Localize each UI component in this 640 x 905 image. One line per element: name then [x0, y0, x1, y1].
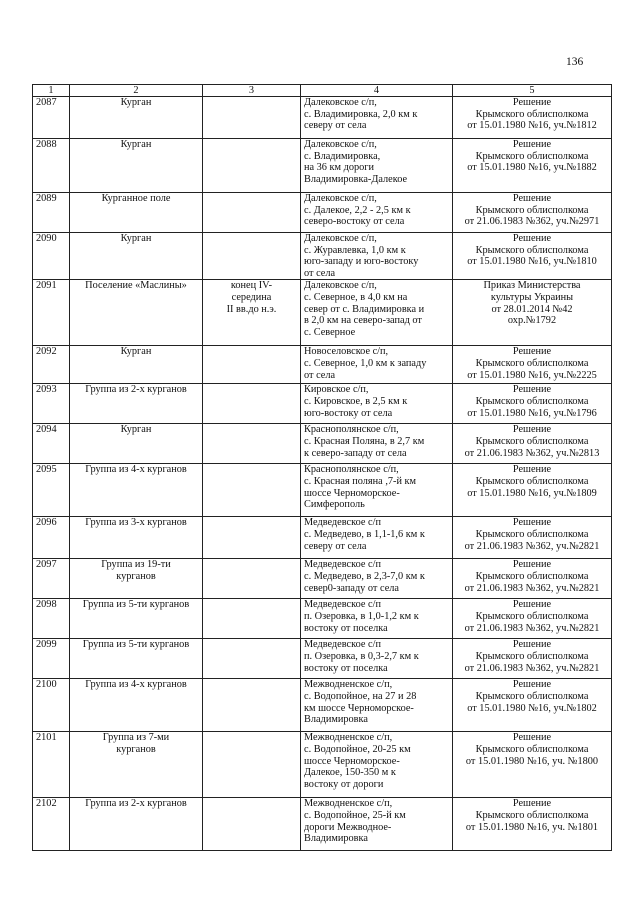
site-location-line: с. Кировское, в 2,5 км к	[304, 395, 408, 407]
site-location-line: с. Красная поляна ,7-й км	[304, 475, 417, 487]
site-name-cell	[70, 464, 203, 517]
table-row	[33, 424, 612, 464]
protection-document-cell	[453, 424, 612, 464]
dating-cell	[203, 233, 301, 280]
protection-document-line: Крымского облисполкома	[475, 743, 589, 755]
site-location-line: Медведевское с/п	[304, 639, 381, 651]
site-name-line: курганов	[116, 743, 156, 755]
site-location-line: востоку от поселка	[304, 622, 388, 634]
record-number: 2093	[33, 384, 70, 424]
protection-document-line: от 21.06.1983 №362, уч.№2821	[464, 540, 600, 552]
table-row	[33, 559, 612, 599]
protection-document-cell	[453, 97, 612, 139]
protection-document-line: от 21.06.1983 №362, уч.№2821	[464, 662, 600, 674]
site-location-cell	[301, 639, 453, 679]
dating-cell	[203, 424, 301, 464]
table-row	[33, 732, 612, 798]
dating-cell	[203, 97, 301, 139]
record-number: 2101	[33, 732, 70, 798]
protection-document-cell	[453, 517, 612, 559]
site-name-line: Группа из 4-х курганов	[85, 679, 187, 691]
site-location-cell	[301, 280, 453, 346]
site-location-line: север от с. Владимировка и	[304, 303, 425, 315]
protection-document-line: Крымского облисполкома	[475, 570, 589, 582]
site-location-cell	[301, 424, 453, 464]
record-number: 2091	[33, 280, 70, 346]
site-location-line: Далековское с/п,	[304, 139, 377, 150]
site-location-cell	[301, 384, 453, 424]
site-location-line: север0-западу от села	[304, 582, 399, 594]
protection-document-cell	[453, 193, 612, 233]
record-number: 2094	[33, 424, 70, 464]
site-location-line: с. Северное	[304, 326, 356, 338]
site-location-line: на 36 км дороги	[304, 162, 375, 174]
site-name-line: Поселение «Маслины»	[85, 280, 187, 292]
protection-document-line: Крымского облисполкома	[475, 204, 589, 216]
site-name-line: Группа из 2-х курганов	[85, 798, 187, 810]
record-number: 2098	[33, 599, 70, 639]
site-name-line: курганов	[116, 570, 156, 582]
site-location-line: от села	[304, 267, 336, 279]
table-row	[33, 384, 612, 424]
site-name-line: Курган	[120, 346, 152, 358]
site-name-cell	[70, 97, 203, 139]
protection-document-line: от 15.01.1980 №16, уч.№1809	[467, 487, 597, 499]
protection-document-line: Решение	[512, 384, 552, 396]
site-location-cell	[301, 233, 453, 280]
site-location-line: с. Северное, в 4,0 км на	[304, 291, 408, 303]
site-name-cell	[70, 346, 203, 384]
protection-document-line: Крымского облисполкома	[475, 475, 589, 487]
site-location-line: с. Водопойное, 20-25 км	[304, 743, 411, 755]
record-number: 2088	[33, 139, 70, 193]
protection-document-line: от 21.06.1983 №362, уч.№2821	[464, 582, 600, 594]
table-row	[33, 679, 612, 732]
site-location-line: в 2,0 км на северо-запад от	[304, 315, 422, 327]
protection-document-line: культуры Украины	[490, 291, 574, 303]
site-name-cell	[70, 732, 203, 798]
dating-cell	[203, 517, 301, 559]
site-location-cell	[301, 798, 453, 851]
dating-line: середина	[231, 291, 272, 303]
site-name-line: Группа из 2-х курганов	[85, 384, 187, 396]
site-location-line: с. Владимировка, 2,0 км к	[304, 108, 418, 120]
site-name-cell	[70, 559, 203, 599]
site-name-cell	[70, 193, 203, 233]
protection-document-line: Решение	[512, 559, 552, 571]
record-number: 2102	[33, 798, 70, 851]
protection-document-line: от 15.01.1980 №16, уч.№1796	[467, 407, 597, 419]
site-location-line: Далековское с/п,	[304, 233, 377, 244]
site-name-line: Группа из 3-х курганов	[85, 517, 187, 529]
site-location-line: Межводненское с/п,	[304, 732, 393, 744]
site-location-line: к северо-западу от села	[304, 447, 407, 459]
table-row	[33, 280, 612, 346]
site-name-line: Группа из 19-ти	[101, 559, 171, 571]
site-location-line: с. Медведево, в 1,1-1,6 км к	[304, 528, 425, 540]
site-location-line: Новоселовское с/п,	[304, 346, 389, 358]
protection-document-line: от 15.01.1980 №16, уч.№1802	[467, 702, 597, 714]
dating-cell	[203, 798, 301, 851]
dating-cell	[203, 599, 301, 639]
dating-cell	[203, 732, 301, 798]
table-row	[33, 346, 612, 384]
site-location-line: Далековское с/п,	[304, 280, 377, 292]
site-name-cell	[70, 798, 203, 851]
site-location-line: с. Северное, 1,0 км к западу	[304, 357, 427, 369]
protection-document-line: от 15.01.1980 №16, уч. №1800	[465, 755, 599, 767]
site-location-line: северо-востоку от села	[304, 216, 405, 228]
site-location-cell	[301, 732, 453, 798]
protection-document-line: Крымского облисполкома	[475, 610, 589, 622]
dating-cell	[203, 559, 301, 599]
protection-document-line: Крымского облисполкома	[475, 108, 589, 120]
site-name-cell	[70, 517, 203, 559]
site-name-line: Группа из 5-ти курганов	[82, 639, 190, 651]
protection-document-line: Крымского облисполкома	[475, 150, 589, 162]
protection-document-line: охр.№1792	[507, 315, 557, 327]
site-location-line: востоку от дороги	[304, 778, 384, 790]
site-name-line: Курган	[120, 424, 152, 436]
site-name-cell	[70, 280, 203, 346]
protection-document-line: Крымского облисполкома	[475, 435, 589, 447]
site-location-line: северу от села	[304, 120, 367, 132]
site-location-line: Кировское с/п,	[304, 384, 369, 396]
table-row	[33, 798, 612, 851]
site-location-cell	[301, 599, 453, 639]
site-name-line: Курган	[120, 97, 152, 108]
protection-document-line: от 21.06.1983 №362, уч.№2813	[464, 447, 600, 459]
protection-document-line: Крымского облисполкома	[475, 357, 589, 369]
site-location-line: Владимировка	[304, 833, 368, 845]
record-number: 2100	[33, 679, 70, 732]
protection-document-line: Приказ Министерства	[483, 280, 581, 292]
site-location-line: п. Озеровка, в 1,0-1,2 км к	[304, 610, 419, 622]
site-location-cell	[301, 559, 453, 599]
protection-document-cell	[453, 679, 612, 732]
site-location-line: Краснополянское с/п,	[304, 464, 399, 476]
site-location-line: Далекое, 150-350 м к	[304, 767, 396, 779]
column-header-1: 1	[33, 85, 70, 97]
protection-document-line: Крымского облисполкома	[475, 528, 589, 540]
record-number: 2089	[33, 193, 70, 233]
site-location-line: Симферополь	[304, 499, 365, 511]
site-location-line: Медведевское с/п	[304, 517, 381, 529]
protection-document-line: Крымского облисполкома	[475, 690, 589, 702]
protection-document-line: Решение	[512, 346, 552, 358]
protection-document-line: Решение	[512, 464, 552, 476]
site-location-line: Межводненское с/п,	[304, 679, 393, 691]
protection-document-cell	[453, 639, 612, 679]
site-location-line: Медведевское с/п	[304, 559, 381, 571]
site-location-line: с. Красная Поляна, в 2,7 км	[304, 435, 425, 447]
protection-document-cell	[453, 464, 612, 517]
column-header-4: 4	[301, 85, 453, 97]
site-location-line: Далековское с/п,	[304, 97, 377, 108]
site-location-cell	[301, 97, 453, 139]
protection-document-cell	[453, 139, 612, 193]
site-location-line: востоку от поселка	[304, 662, 388, 674]
protection-document-line: Решение	[512, 233, 552, 244]
site-location-line: северу от села	[304, 540, 367, 552]
protection-document-line: от 15.01.1980 №16, уч.№1810	[467, 256, 597, 268]
site-name-cell	[70, 233, 203, 280]
site-location-line: с. Журавлевка, 1,0 км к	[304, 244, 406, 256]
record-number: 2095	[33, 464, 70, 517]
protection-document-line: Решение	[512, 424, 552, 436]
dating-cell	[203, 679, 301, 732]
site-location-line: с. Водопойное, на 27 и 28	[304, 690, 417, 702]
dating-line: конец IV-	[230, 280, 273, 292]
protection-document-line: Крымского облисполкома	[475, 395, 589, 407]
site-location-line: от села	[304, 369, 336, 381]
site-location-cell	[301, 464, 453, 517]
site-location-cell	[301, 679, 453, 732]
site-location-line: п. Озеровка, в 0,3-2,7 км к	[304, 650, 419, 662]
protection-document-line: Решение	[512, 599, 552, 611]
record-number: 2092	[33, 346, 70, 384]
dating-cell	[203, 639, 301, 679]
protection-document-line: Решение	[512, 732, 552, 744]
dating-line: II вв.до н.э.	[226, 303, 277, 315]
site-location-line: км шоссе Черноморское-	[304, 702, 414, 714]
protection-document-cell	[453, 280, 612, 346]
site-location-line: Межводненское с/п,	[304, 798, 393, 810]
record-number: 2087	[33, 97, 70, 139]
site-location-line: Медведевское с/п	[304, 599, 381, 611]
site-location-line: Краснополянское с/п,	[304, 424, 399, 436]
protection-document-line: от 21.06.1983 №362, уч.№2821	[464, 622, 600, 634]
protection-document-cell	[453, 233, 612, 280]
protection-document-line: Решение	[512, 517, 552, 529]
dating-cell	[203, 384, 301, 424]
table-row	[33, 464, 612, 517]
table-row	[33, 97, 612, 139]
site-name-line: Курганное поле	[101, 193, 171, 204]
protection-document-cell	[453, 732, 612, 798]
site-location-line: юго-востоку от села	[304, 407, 393, 419]
table-row	[33, 517, 612, 559]
protection-document-line: Решение	[512, 798, 552, 810]
protection-document-line: от 15.01.1980 №16, уч.№1882	[467, 162, 597, 174]
site-name-line: Курган	[120, 139, 152, 150]
site-location-line: с. Медведево, в 2,3-7,0 км к	[304, 570, 425, 582]
column-header-5: 5	[453, 85, 612, 97]
column-number-row	[33, 85, 612, 97]
record-number: 2097	[33, 559, 70, 599]
protection-document-line: Решение	[512, 639, 552, 651]
protection-document-cell	[453, 384, 612, 424]
site-location-line: Далековское с/п,	[304, 193, 377, 204]
table-row	[33, 639, 612, 679]
site-name-line: Группа из 7-ми	[102, 732, 170, 744]
heritage-registry-table	[32, 84, 612, 851]
table-row	[33, 139, 612, 193]
record-number: 2099	[33, 639, 70, 679]
protection-document-line: Крымского облисполкома	[475, 650, 589, 662]
site-location-line: шоссе Черноморское-	[304, 755, 400, 767]
site-location-line: Владимировка-Далекое	[304, 173, 408, 185]
table-row	[33, 233, 612, 280]
protection-document-line: от 15.01.1980 №16, уч.№2225	[467, 369, 597, 381]
site-location-line: юго-западу и юго-востоку	[304, 256, 419, 268]
site-location-line: с. Владимировка,	[304, 150, 381, 162]
table-row	[33, 193, 612, 233]
column-header-3: 3	[203, 85, 301, 97]
site-location-line: Владимировка	[304, 714, 368, 726]
dating-cell	[203, 193, 301, 233]
site-location-line: с. Далекое, 2,2 - 2,5 км к	[304, 204, 411, 216]
site-location-cell	[301, 139, 453, 193]
dating-cell	[203, 464, 301, 517]
site-location-cell	[301, 346, 453, 384]
dating-cell	[203, 139, 301, 193]
protection-document-line: Решение	[512, 139, 552, 150]
protection-document-cell	[453, 559, 612, 599]
protection-document-cell	[453, 599, 612, 639]
protection-document-line: от 28.01.2014 №42	[491, 303, 573, 315]
site-name-line: Группа из 4-х курганов	[85, 464, 187, 476]
site-name-cell	[70, 679, 203, 732]
column-header-2: 2	[70, 85, 203, 97]
page-number: 136	[566, 56, 584, 68]
site-location-line: дороги Межводное-	[304, 821, 392, 833]
site-location-line: шоссе Черноморское-	[304, 487, 400, 499]
record-number: 2096	[33, 517, 70, 559]
dating-cell	[203, 280, 301, 346]
site-location-line: с. Водопойное, 25-й км	[304, 809, 406, 821]
site-name-line: Курган	[120, 233, 152, 244]
dating-cell	[203, 346, 301, 384]
site-location-cell	[301, 517, 453, 559]
protection-document-line: Решение	[512, 193, 552, 204]
site-name-cell	[70, 384, 203, 424]
site-name-line: Группа из 5-ти курганов	[82, 599, 190, 611]
site-name-cell	[70, 599, 203, 639]
protection-document-cell	[453, 346, 612, 384]
site-name-cell	[70, 139, 203, 193]
site-name-cell	[70, 639, 203, 679]
protection-document-cell	[453, 798, 612, 851]
protection-document-line: Решение	[512, 679, 552, 691]
site-name-cell	[70, 424, 203, 464]
protection-document-line: Крымского облисполкома	[475, 244, 589, 256]
protection-document-line: от 15.01.1980 №16, уч. №1801	[465, 821, 599, 833]
protection-document-line: от 15.01.1980 №16, уч.№1812	[467, 120, 597, 132]
protection-document-line: от 21.06.1983 №362, уч.№2971	[464, 216, 600, 228]
table-row	[33, 599, 612, 639]
record-number: 2090	[33, 233, 70, 280]
site-location-cell	[301, 193, 453, 233]
protection-document-line: Решение	[512, 97, 552, 108]
protection-document-line: Крымского облисполкома	[475, 809, 589, 821]
